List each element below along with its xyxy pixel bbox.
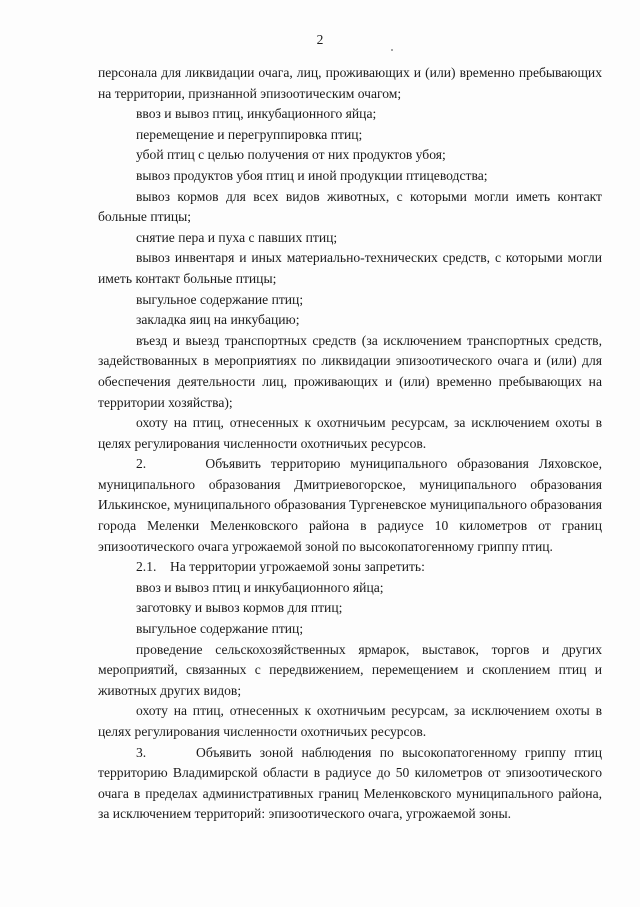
page-number: 2 [316, 32, 324, 47]
paragraph-section-2-1: 2.1. На территории угрожаемой зоны запретить: [136, 559, 425, 575]
paragraph-continuation: персонала для ликвидации очага, лиц, проживающих и (или) временно пребывающих на территории, признанной эпизоотическим очагом; [98, 65, 602, 101]
paragraph-list-item: ввоз и вывоз птиц, инкубационного яйца; [136, 106, 377, 122]
paragraph-section-3: 3. Объявить зоной наблюдения по высокопатогенному гриппу птиц территорию Владимирской области в радиусе до 50 километров от эпизоотического очага в пределах административных границ Меленковского муниципального района, за исключением территорий: эпизоотического очага, угрожаемой зоны. [98, 744, 602, 822]
paragraph-list-item: ввоз и вывоз птиц и инкубационного яйца; [136, 579, 384, 595]
paragraph-list-item: проведение сельскохозяйственных ярмарок, выставок, торгов и других мероприятий, связанных с передвижением, перемещением и скоплением птиц и животных других видов; [98, 641, 602, 698]
paragraph-list-item: вывоз инвентаря и иных материально-технических средств, с которыми могли иметь контакт больные птицы; [98, 250, 602, 286]
paragraph-section-2: 2. Объявить территорию муниципального образования Ляховское, муниципального образования Дмитриевогорское, муниципального образования Илькинское, муниципального образования Тургеневское муниципального образования города Меленки Меленковского района в радиусе 10 километров от границ эпизоотического очага угрожаемой зоной по высокопатогенному гриппу птиц. [98, 456, 602, 554]
paragraph-list-item: охоту на птиц, отнесенных к охотничьим ресурсам, за исключением охоты в целях регулирования численности охотничьих ресурсов. [98, 415, 602, 451]
paragraph-list-item: закладка яиц на инкубацию; [136, 312, 300, 328]
paragraph-list-item: въезд и выезд транспортных средств (за исключением транспортных средств, задействованных в мероприятиях по ликвидации эпизоотического очага и (или) для обеспечения деятельности лиц, проживающих и (или) временно пребывающих на территории хозяйства); [98, 332, 602, 410]
paragraph-list-item: заготовку и вывоз кормов для птиц; [136, 600, 343, 616]
paragraph-list-item: перемещение и перегруппировка птиц; [136, 126, 363, 142]
paragraph-list-item: выгульное содержание птиц; [136, 291, 304, 307]
paragraph-list-item: выгульное содержание птиц; [136, 621, 304, 637]
paragraph-list-item: охоту на птиц, отнесенных к охотничьим ресурсам, за исключением охоты в целях регулирования численности охотничьих ресурсов. [98, 703, 602, 739]
document-body [98, 63, 602, 825]
scan-speck [391, 49, 393, 51]
paragraph-list-item: снятие пера и пуха с павших птиц; [136, 229, 338, 245]
paragraph-list-item: вывоз кормов для всех видов животных, с которыми могли иметь контакт больные птицы; [98, 188, 602, 225]
paragraph-list-item: убой птиц с целью получения от них продуктов убоя; [136, 147, 446, 163]
paragraph-list-item: вывоз продуктов убоя птиц и иной продукции птицеводства; [136, 167, 488, 183]
